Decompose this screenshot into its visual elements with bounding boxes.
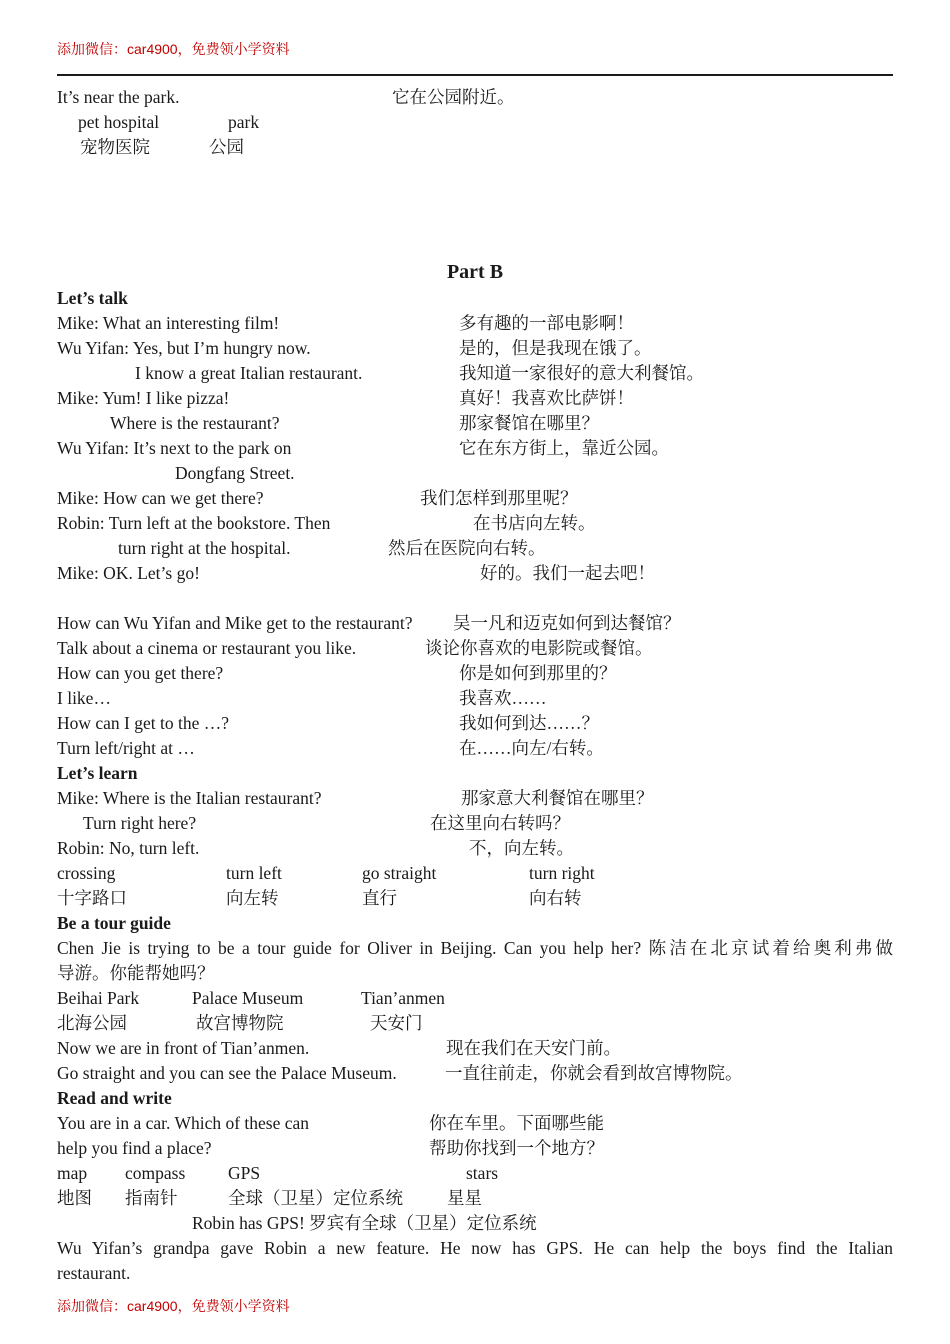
text-line bbox=[0, 561, 950, 586]
line-en: Chen Jie is trying to be a tour guide for Oliver in Beijing. Can you help her? bbox=[57, 938, 642, 958]
text-line bbox=[0, 85, 950, 110]
text-line bbox=[0, 1111, 950, 1136]
word-item: 地图 bbox=[57, 1188, 92, 1208]
line-en: Now we are in front of Tian’anmen. bbox=[57, 1038, 310, 1058]
text-line bbox=[0, 411, 950, 436]
section-title-row bbox=[0, 911, 950, 936]
line-en: Mike: How can we get there? bbox=[57, 488, 264, 508]
word-item: pet hospital bbox=[78, 112, 160, 132]
text-line bbox=[0, 811, 950, 836]
line-en: I like… bbox=[57, 688, 111, 708]
line-zh: 在……向左/右转。 bbox=[459, 738, 604, 758]
word-item: 指南针 bbox=[125, 1188, 178, 1208]
text-line bbox=[0, 1061, 950, 1086]
spacer bbox=[0, 160, 950, 258]
line-zh: 它在公园附近。 bbox=[392, 87, 515, 107]
word-item: crossing bbox=[57, 863, 116, 883]
line-zh: 一直往前走，你就会看到故宫博物院。 bbox=[445, 1063, 743, 1083]
word-item: map bbox=[57, 1163, 88, 1183]
word-item: stars bbox=[466, 1163, 499, 1183]
line-en: Where is the restaurant? bbox=[110, 413, 280, 433]
line-zh: 谈论你喜欢的电影院或餐馆。 bbox=[425, 638, 653, 658]
section-title: Let’s learn bbox=[57, 763, 138, 783]
text-line bbox=[0, 1211, 950, 1236]
spacer bbox=[0, 586, 950, 611]
paragraph-text: Wu Yifan’s grandpa gave Robin a new feature. He now has GPS. He can help the boys find the Italian bbox=[57, 1238, 893, 1258]
section-title-row bbox=[0, 761, 950, 786]
line-zh: 现在我们在天安门前。 bbox=[446, 1038, 621, 1058]
text-line bbox=[0, 786, 950, 811]
line-en: help you find a place? bbox=[57, 1138, 212, 1158]
word-row bbox=[0, 1186, 950, 1211]
line-en: Talk about a cinema or restaurant you like. bbox=[57, 638, 357, 658]
word-item: 向右转 bbox=[529, 888, 582, 908]
line-zh: 我知道一家很好的意大利餐馆。 bbox=[459, 363, 704, 383]
line-zh: 我们怎样到那里呢？ bbox=[420, 488, 578, 508]
line-en: Turn right here? bbox=[83, 813, 197, 833]
paragraph-line bbox=[0, 1236, 950, 1261]
line-en: Wu Yifan: Yes, but I’m hungry now. bbox=[57, 338, 311, 358]
header-divider bbox=[57, 74, 893, 76]
line-en: How can Wu Yifan and Mike get to the restaurant? bbox=[57, 613, 413, 633]
text-line bbox=[0, 836, 950, 861]
word-item: 十字路口 bbox=[57, 888, 127, 908]
line-zh: 好的。我们一起去吧！ bbox=[480, 563, 655, 583]
word-row bbox=[0, 986, 950, 1011]
word-item: Tian’anmen bbox=[361, 988, 445, 1008]
part-heading-text: Part B bbox=[446, 261, 504, 283]
line-en: Dongfang Street. bbox=[175, 463, 295, 483]
line-en: 导游。你能帮她吗？ bbox=[57, 963, 215, 983]
word-row bbox=[0, 110, 950, 135]
line-en: Go straight and you can see the Palace Museum. bbox=[57, 1063, 397, 1083]
text-line bbox=[0, 536, 950, 561]
section-title: Read and write bbox=[57, 1088, 172, 1108]
part-heading bbox=[0, 258, 950, 286]
line-zh: 然后在医院向右转。 bbox=[388, 538, 546, 558]
line-zh: 在这里向右转吗？ bbox=[430, 813, 570, 833]
text-line bbox=[0, 1136, 950, 1161]
line-zh: 吴一凡和迈克如何到达餐馆？ bbox=[453, 613, 681, 633]
text-line bbox=[0, 486, 950, 511]
word-item: turn right bbox=[529, 863, 595, 883]
word-item: Palace Museum bbox=[192, 988, 304, 1008]
text-line bbox=[0, 636, 950, 661]
word-item: 宠物医院 bbox=[80, 137, 150, 157]
section-title: Let’s talk bbox=[57, 288, 128, 308]
word-item: 全球（卫星）定位系统 bbox=[228, 1188, 403, 1208]
line-zh: 你在车里。下面哪些能 bbox=[429, 1113, 604, 1133]
word-item: go straight bbox=[362, 863, 437, 883]
line-zh: 罗宾有全球（卫星）定位系统 bbox=[309, 1213, 537, 1233]
word-item: compass bbox=[125, 1163, 186, 1183]
word-item: 故宫博物院 bbox=[196, 1013, 284, 1033]
section-title-row bbox=[0, 1086, 950, 1111]
text-line bbox=[0, 436, 950, 461]
line-zh: 我喜欢…… bbox=[459, 688, 547, 708]
line-zh: 是的，但是我现在饿了。 bbox=[459, 338, 652, 358]
line-zh: 我如何到达……？ bbox=[459, 713, 599, 733]
line-zh: 你是如何到那里的？ bbox=[459, 663, 617, 683]
word-item: park bbox=[228, 112, 260, 132]
line-en: Mike: OK. Let’s go! bbox=[57, 563, 200, 583]
line-zh: 陈洁在北京试着给奥利弗做 bbox=[648, 938, 893, 958]
word-item: 星星 bbox=[447, 1188, 482, 1208]
line-zh: 那家餐馆在哪里？ bbox=[459, 413, 599, 433]
text-line bbox=[0, 661, 950, 686]
line-en: Mike: What an interesting film! bbox=[57, 313, 280, 333]
text-line bbox=[0, 311, 950, 336]
text-line bbox=[0, 511, 950, 536]
line-zh: 真好！我喜欢比萨饼！ bbox=[459, 388, 634, 408]
word-item: 天安门 bbox=[370, 1013, 423, 1033]
text-line bbox=[0, 361, 950, 386]
word-item: turn left bbox=[226, 863, 282, 883]
header-watermark-note: 添加微信：car4900，免费领小学资料 bbox=[57, 41, 290, 57]
line-zh: 不，向左转。 bbox=[469, 838, 574, 858]
footer-watermark-note: 添加微信：car4900，免费领小学资料 bbox=[57, 1298, 290, 1314]
text-line bbox=[0, 611, 950, 636]
word-item: 北海公园 bbox=[57, 1013, 127, 1033]
line-en: Turn left/right at … bbox=[57, 738, 195, 758]
line-zh: 那家意大利餐馆在哪里？ bbox=[461, 788, 654, 808]
line-en: How can I get to the …? bbox=[57, 713, 230, 733]
text-line bbox=[0, 736, 950, 761]
line-en: You are in a car. Which of these can bbox=[57, 1113, 310, 1133]
line-en: It’s near the park. bbox=[57, 87, 180, 107]
word-row bbox=[0, 861, 950, 886]
line-en: turn right at the hospital. bbox=[118, 538, 291, 558]
word-item: 公园 bbox=[209, 137, 244, 157]
section-title: Be a tour guide bbox=[57, 913, 171, 933]
text-line bbox=[0, 461, 950, 486]
text-line bbox=[0, 1036, 950, 1061]
line-en: Mike: Where is the Italian restaurant? bbox=[57, 788, 322, 808]
word-row bbox=[0, 886, 950, 911]
word-row bbox=[0, 1161, 950, 1186]
line-en: Wu Yifan: It’s next to the park on bbox=[57, 438, 292, 458]
word-row bbox=[0, 135, 950, 160]
text-line bbox=[0, 386, 950, 411]
line-zh: 在书店向左转。 bbox=[473, 513, 596, 533]
document-content bbox=[0, 85, 950, 1286]
line-en: I know a great Italian restaurant. bbox=[135, 363, 363, 383]
section-title-row bbox=[0, 286, 950, 311]
word-item: 向左转 bbox=[226, 888, 279, 908]
word-item: Beihai Park bbox=[57, 988, 140, 1008]
text-line bbox=[0, 1261, 950, 1286]
text-line bbox=[0, 711, 950, 736]
text-line bbox=[0, 936, 950, 961]
line-en: Robin: No, turn left. bbox=[57, 838, 200, 858]
word-item: 直行 bbox=[362, 888, 397, 908]
line-en: How can you get there? bbox=[57, 663, 224, 683]
line-en: Robin has GPS! bbox=[192, 1213, 305, 1233]
line-zh: 多有趣的一部电影啊！ bbox=[459, 313, 634, 333]
line-en: Mike: Yum! I like pizza! bbox=[57, 388, 230, 408]
line-zh: 它在东方街上，靠近公园。 bbox=[459, 438, 669, 458]
line-en: Robin: Turn left at the bookstore. Then bbox=[57, 513, 331, 533]
line-en: restaurant. bbox=[57, 1263, 131, 1283]
line-zh: 帮助你找到一个地方？ bbox=[429, 1138, 604, 1158]
word-row bbox=[0, 1011, 950, 1036]
text-line bbox=[0, 336, 950, 361]
text-line bbox=[0, 961, 950, 986]
word-item: GPS bbox=[228, 1163, 261, 1183]
text-line bbox=[0, 686, 950, 711]
